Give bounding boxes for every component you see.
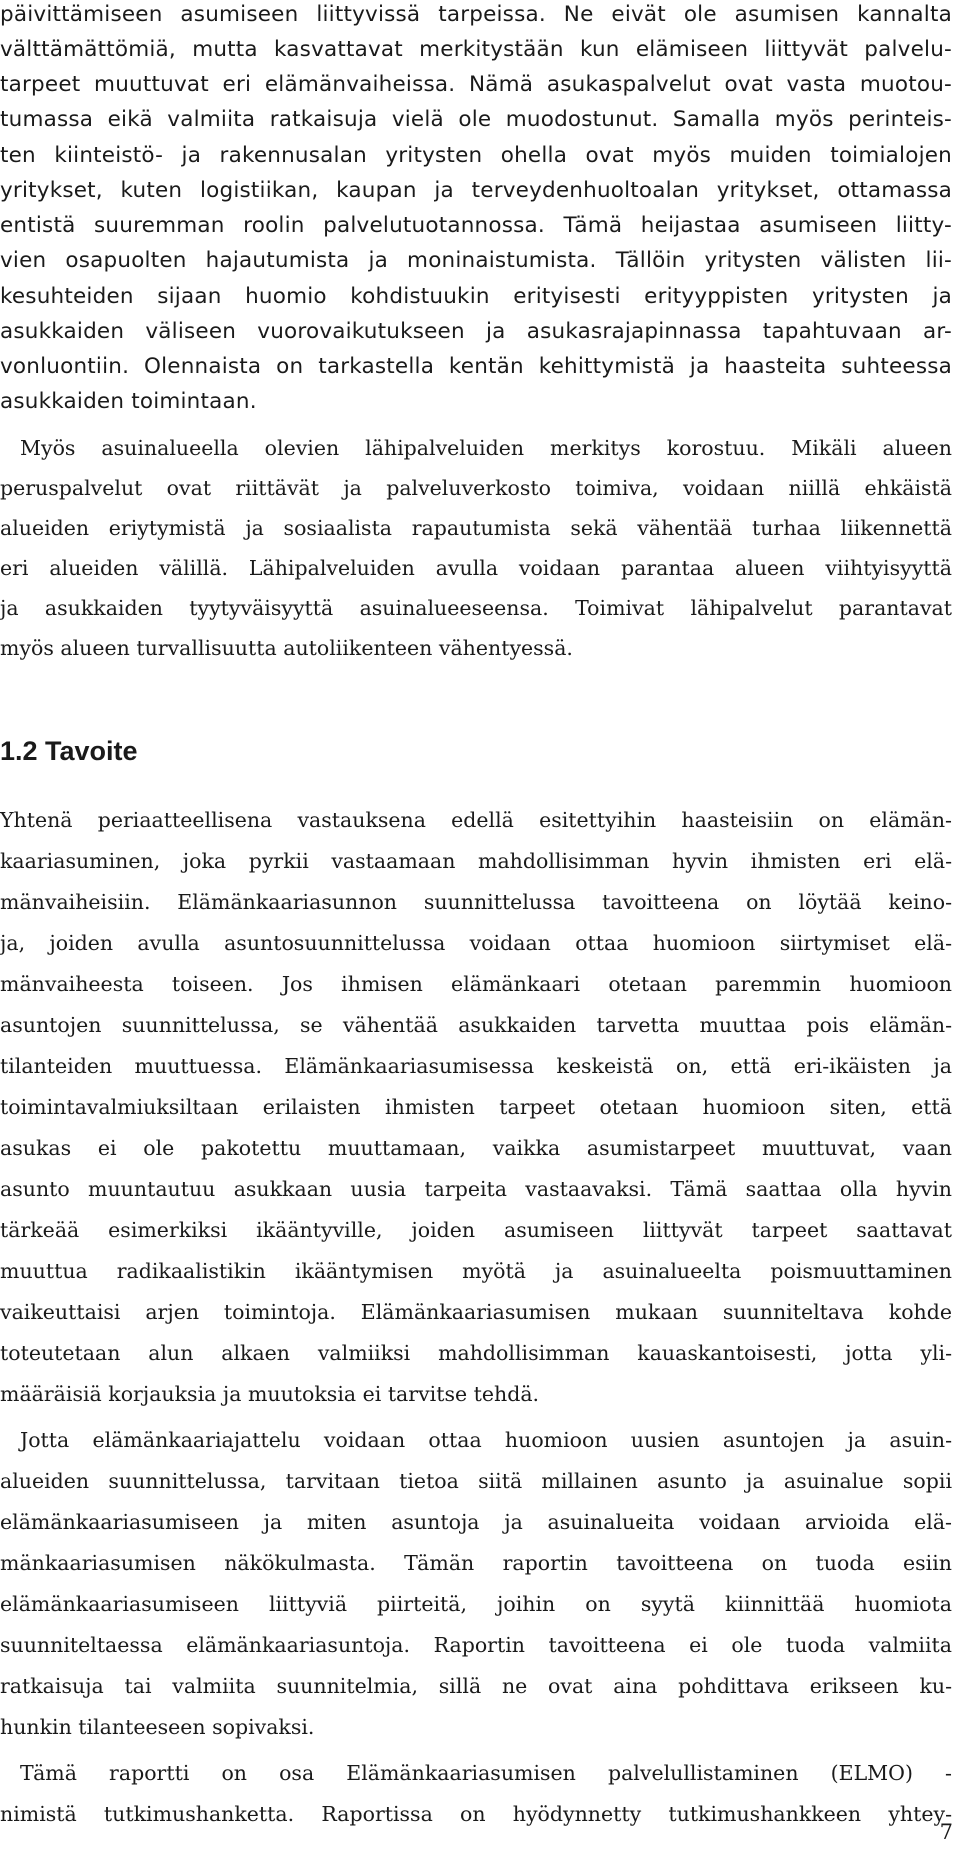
paragraph-line: mänvaiheisiin. Elämänkaariasunnon suunnittelussa tavoitteena on löytää keino- [0,890,952,914]
paragraph-line: suunniteltaessa elämänkaariasuntoja. Raportin tavoitteena ei ole tuoda valmiita [0,1633,952,1657]
paragraph-line: toteutetaan alun alkaen valmiiksi mahdollisimman kauaskantoisesti, jotta yli- [0,1341,952,1365]
paragraph-line: päivittämiseen asumiseen liittyvissä tarpeissa. Ne eivät ole asumisen kannalta [0,2,952,27]
paragraph-line: tarpeet muuttuvat eri elämänvaiheissa. Nämä asukaspalvelut ovat vasta muotou- [0,72,952,97]
paragraph-line: hunkin tilanteeseen sopivaksi. [0,1715,315,1739]
paragraph-line: peruspalvelut ovat riittävät ja palveluverkosto toimiva, voidaan niillä ehkäistä [0,476,952,500]
paragraph-line: Tämä raportti on osa Elämänkaariasumisen palvelullistaminen (ELMO) - [20,1761,952,1785]
paragraph-line: välttämättömiä, mutta kasvattavat merkitystään kun elämiseen liittyvät palvelu- [0,37,952,62]
paragraph-line: myös alueen turvallisuutta autoliikenteen vähentyessä. [0,636,573,660]
paragraph-line: vien osapuolten hajautumista ja moninaistumista. Tällöin yritysten välisten lii- [0,248,952,273]
paragraph-line: asukkaiden toimintaan. [0,389,257,414]
page-number: 7 [939,1820,953,1844]
paragraph-line: alueiden eriytymistä ja sosiaalista rapautumista sekä vähentää turhaa liikennettä [0,516,952,540]
paragraph-line: toimintavalmiuksiltaan erilaisten ihmisten tarpeet otetaan huomioon siten, että [0,1095,952,1119]
paragraph-line: ja, joiden avulla asuntosuunnittelussa voidaan ottaa huomioon siirtymiset elä- [0,931,952,955]
paragraph-line: alueiden suunnittelussa, tarvitaan tietoa siitä millainen asunto ja asuinalue sopii [0,1469,952,1493]
paragraph-line: asuntojen suunnittelussa, se vähentää asukkaiden tarvetta muuttaa pois elämän- [0,1013,952,1037]
paragraph-line: muuttua radikaalistikin ikääntymisen myötä ja asuinalueelta poismuuttaminen [0,1259,952,1283]
paragraph-line: elämänkaariasumiseen ja miten asuntoja ja asuinalueita voidaan arvioida elä- [0,1510,952,1534]
paragraph-line: Yhtenä periaatteellisena vastauksena edellä esitettyihin haasteisiin on elämän- [0,808,952,832]
paragraph-line: Myös asuinalueella olevien lähipalveluiden merkitys korostuu. Mikäli alueen [20,436,952,460]
paragraph-line: yritykset, kuten logistiikan, kaupan ja terveydenhuoltoalan yritykset, ottamassa [0,178,952,203]
paragraph-line: tärkeää esimerkiksi ikääntyville, joiden asumiseen liittyvät tarpeet saattavat [0,1218,952,1242]
section-heading: 1.2 Tavoite [0,736,138,766]
paragraph-line: tumassa eikä valmiita ratkaisuja vielä ole muodostunut. Samalla myös perinteis- [0,107,952,132]
paragraph-line: mänvaiheesta toiseen. Jos ihmisen elämänkaari otetaan paremmin huomioon [0,972,952,996]
paragraph-line: vonluontiin. Olennaista on tarkastella kentän kehittymistä ja haasteita suhteessa [0,354,952,379]
paragraph-line: ten kiinteistö- ja rakennusalan yritysten ohella ovat myös muiden toimialojen [0,143,952,168]
paragraph-line: mänkaariasumisen näkökulmasta. Tämän raportin tavoitteena on tuoda esiin [0,1551,952,1575]
paragraph-line: määräisiä korjauksia ja muutoksia ei tarvitse tehdä. [0,1382,540,1406]
paragraph-line: elämänkaariasumiseen liittyviä piirteitä, joihin on syytä kiinnittää huomiota [0,1592,952,1616]
paragraph-line: vaikeuttaisi arjen toimintoja. Elämänkaariasumisen mukaan suunniteltava kohde [0,1300,952,1324]
paragraph-line: Jotta elämänkaariajattelu voidaan ottaa huomioon uusien asuntojen ja asuin- [20,1428,952,1452]
paragraph-line: entistä suuremman roolin palvelutuotannossa. Tämä heijastaa asumiseen liitty- [0,213,952,238]
paragraph-line: tilanteiden muuttuessa. Elämänkaariasumisessa keskeistä on, että eri-ikäisten ja [0,1054,952,1078]
paragraph-line: asukas ei ole pakotettu muuttamaan, vaikka asumistarpeet muuttuvat, vaan [0,1136,952,1160]
paragraph-line: asunto muuntautuu asukkaan uusia tarpeita vastaavaksi. Tämä saattaa olla hyvin [0,1177,952,1201]
paragraph-line: asukkaiden väliseen vuorovaikutukseen ja asukasrajapinnassa tapahtuvaan ar- [0,319,952,344]
paragraph-line: kesuhteiden sijaan huomio kohdistuukin erityisesti erityyppisten yritysten ja [0,284,952,309]
paragraph-line: ja asukkaiden tyytyväisyyttä asuinalueeseensa. Toimivat lähipalvelut parantavat [0,596,952,620]
paragraph-line: nimistä tutkimushanketta. Raportissa on hyödynnetty tutkimushankkeen yhtey- [0,1802,952,1826]
paragraph-line: kaariasuminen, joka pyrkii vastaamaan mahdollisimman hyvin ihmisten eri elä- [0,849,952,873]
paragraph-line: eri alueiden välillä. Lähipalveluiden avulla voidaan parantaa alueen viihtyisyyttä [0,556,952,580]
paragraph-line: ratkaisuja tai valmiita suunnitelmia, sillä ne ovat aina pohdittava erikseen ku- [0,1674,952,1698]
